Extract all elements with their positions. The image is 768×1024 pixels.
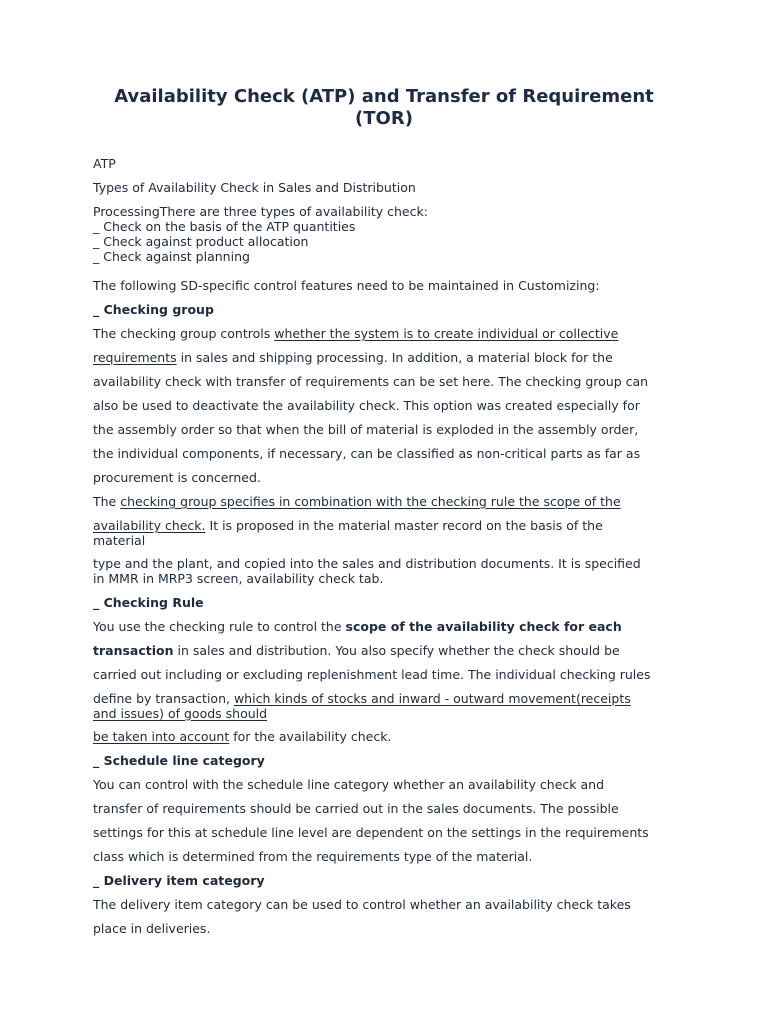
underlined-text: be taken into account: [93, 729, 230, 744]
paragraph-line: [93, 326, 618, 341]
paragraph-line: class which is determined from the requirements type of the material.: [93, 849, 533, 864]
bold-text: scope of the availability check for each: [345, 619, 622, 634]
text-run: define by transaction,: [93, 691, 234, 706]
paragraph-line: also be used to deactivate the availability check. This option was created especially for: [93, 398, 640, 413]
paragraph-line: [93, 518, 603, 533]
text-run: for the availability check.: [229, 729, 392, 744]
check-type-item: _ Check against product allocation: [93, 234, 309, 249]
paragraph-line: transfer of requirements should be carried out in the sales documents. The possible: [93, 801, 619, 816]
paragraph-line: availability check with transfer of requirements can be set here. The checking group can: [93, 374, 649, 389]
text-run: The: [93, 494, 121, 509]
underlined-text: which kinds of stocks and inward - outward movement(receipts: [233, 691, 631, 706]
paragraph-line: in MMR in MRP3 screen, availability check tab.: [93, 571, 384, 586]
text-run: in sales and distribution. You also specify whether the check should be: [173, 643, 620, 658]
section-heading-checking-group: _ Checking group: [93, 302, 214, 317]
underlined-text: and issues) of goods should: [93, 706, 268, 721]
processing-intro: ProcessingThere are three types of availability check:: [93, 204, 428, 219]
paragraph-line: [93, 619, 622, 634]
paragraph-line: [93, 691, 631, 706]
paragraph-line: place in deliveries.: [93, 921, 211, 936]
paragraph-line: [93, 494, 621, 509]
control-features-intro: The following SD-specific control features need to be maintained in Customizing:: [93, 278, 600, 293]
underlined-text: availability check.: [93, 518, 206, 533]
document-title: [80, 86, 688, 130]
paragraph-line: material: [93, 533, 146, 548]
text-run: You use the checking rule to control the: [93, 619, 346, 634]
types-heading: Types of Availability Check in Sales and Distribution: [93, 180, 416, 195]
paragraph-line: type and the plant, and copied into the sales and distribution documents. It is specified: [93, 556, 641, 571]
text-run: It is proposed in the material master record on the basis of the: [205, 518, 603, 533]
underlined-text: requirements: [93, 350, 177, 365]
section-heading-schedule-line-category: _ Schedule line category: [93, 753, 265, 768]
paragraph-line: carried out including or excluding replenishment lead time. The individual checking rules: [93, 667, 651, 682]
paragraph-line: [93, 706, 267, 721]
paragraph-line: [93, 643, 620, 658]
paragraph-line: The delivery item category can be used to control whether an availability check takes: [93, 897, 631, 912]
title-line-1: Availability Check (ATP) and Transfer of Requirement: [114, 86, 654, 107]
section-heading-delivery-item-category: _ Delivery item category: [93, 873, 265, 888]
paragraph-line: settings for this at schedule line level are dependent on the settings in the requirements: [93, 825, 649, 840]
check-type-item: _ Check against planning: [93, 249, 250, 264]
paragraph-line: [93, 729, 391, 744]
paragraph-line: You can control with the schedule line category whether an availability check and: [93, 777, 605, 792]
paragraph-line: the assembly order so that when the bill of material is exploded in the assembly order,: [93, 422, 639, 437]
section-heading-checking-rule: _ Checking Rule: [93, 595, 204, 610]
underlined-text: checking group specifies in combination with the checking rule the scope of the: [120, 494, 621, 509]
underlined-text: whether the system is to create individual or collective: [274, 326, 619, 341]
check-type-item: _ Check on the basis of the ATP quantities: [93, 219, 356, 234]
bold-text: transaction: [93, 643, 174, 658]
text-run: in sales and shipping processing. In addition, a material block for the: [176, 350, 613, 365]
text-run: The checking group controls: [93, 326, 275, 341]
atp-label: ATP: [93, 156, 116, 171]
paragraph-line: the individual components, if necessary, can be classified as non-critical parts as far as: [93, 446, 641, 461]
paragraph-line: procurement is concerned.: [93, 470, 261, 485]
paragraph-line: [93, 350, 613, 365]
title-line-2: (TOR): [355, 108, 413, 129]
